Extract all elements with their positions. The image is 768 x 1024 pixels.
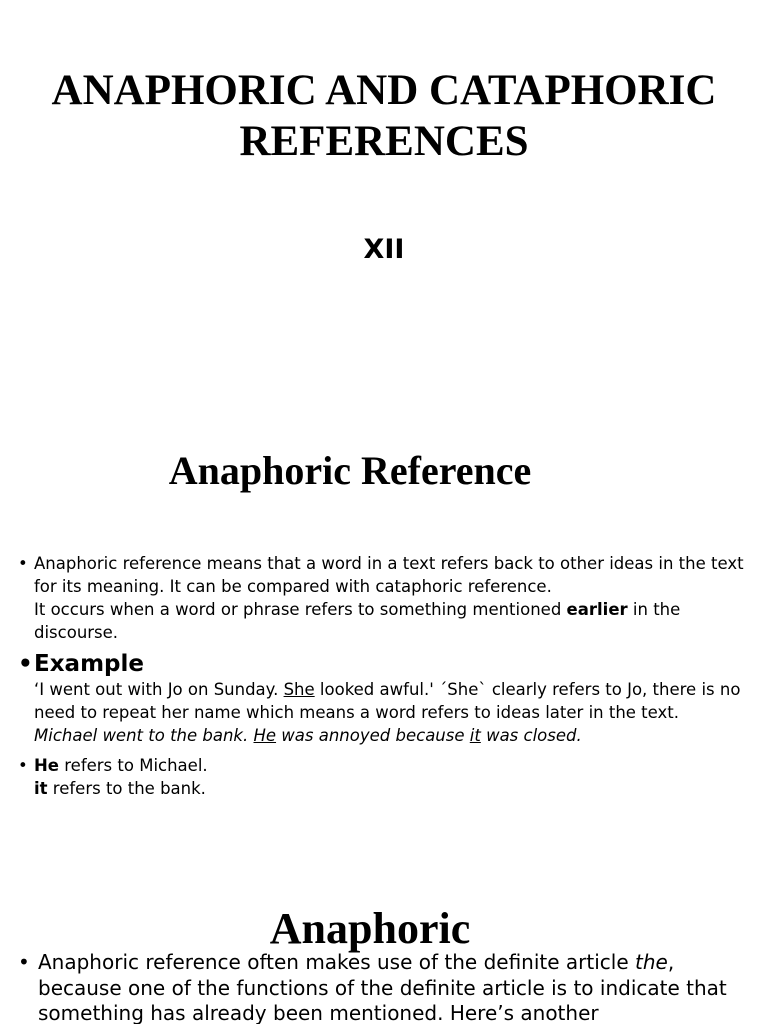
underlined-it: it xyxy=(469,726,481,745)
example-italic-1: Michael went to the bank. xyxy=(34,726,254,745)
bullet-marker: • xyxy=(18,651,33,677)
anaphoric-slide xyxy=(0,885,768,1024)
bullet-definite-article xyxy=(18,950,746,1024)
slide-title: ANAPHORIC AND CATAPHORIC REFERENCES xyxy=(51,67,717,165)
bullet-marker: • xyxy=(18,756,28,775)
example-italic-2: was annoyed because xyxy=(276,726,470,745)
slide-heading: Anaphoric Reference xyxy=(168,448,532,493)
term-it: it xyxy=(34,779,48,798)
underlined-he: He xyxy=(253,726,277,745)
definition-text-2: It occurs when a word or phrase refers to something mentioned xyxy=(34,600,567,619)
bullet-definition xyxy=(18,552,746,644)
definition-text: Anaphoric reference means that a word in a text refers back to other ideas in the text for its meaning. It can be compared with cataphoric reference. xyxy=(34,554,744,596)
anaphoric-reference-slide xyxy=(0,395,768,885)
italic-the: the xyxy=(635,950,668,974)
example-italic-3: was closed. xyxy=(480,726,582,745)
bullet-list xyxy=(18,552,746,800)
example-text-2: looked awful.' ´She` clearly refers to Jo, there is no need to repeat her name which means a word refers to ideas later in the text. xyxy=(34,680,741,722)
slide-subtitle: XII xyxy=(363,234,405,265)
referent-text-2: refers to the bank. xyxy=(47,779,206,798)
bullet-referents xyxy=(18,754,746,800)
bullet-list xyxy=(18,950,746,1024)
emphasis-earlier: earlier xyxy=(566,600,628,619)
article-text-2: , because one of the functions of the definite article is to indicate that something has already been mentioned. Here’s another xyxy=(38,950,727,1024)
title-slide xyxy=(0,0,768,395)
example-label: Example xyxy=(34,651,144,677)
referent-text-1: refers to Michael. xyxy=(59,756,208,775)
term-he: He xyxy=(34,756,59,775)
bullet-marker: • xyxy=(18,554,28,573)
article-text: Anaphoric reference often makes use of the definite article xyxy=(38,950,636,974)
bullet-marker: • xyxy=(18,950,30,974)
example-text: ‘I went out with Jo on Sunday. xyxy=(34,680,284,699)
definition-text-3: in the discourse. xyxy=(34,600,681,642)
slide-heading: Anaphoric xyxy=(269,904,471,953)
bullet-example xyxy=(18,651,746,747)
underlined-she: She xyxy=(283,680,315,699)
